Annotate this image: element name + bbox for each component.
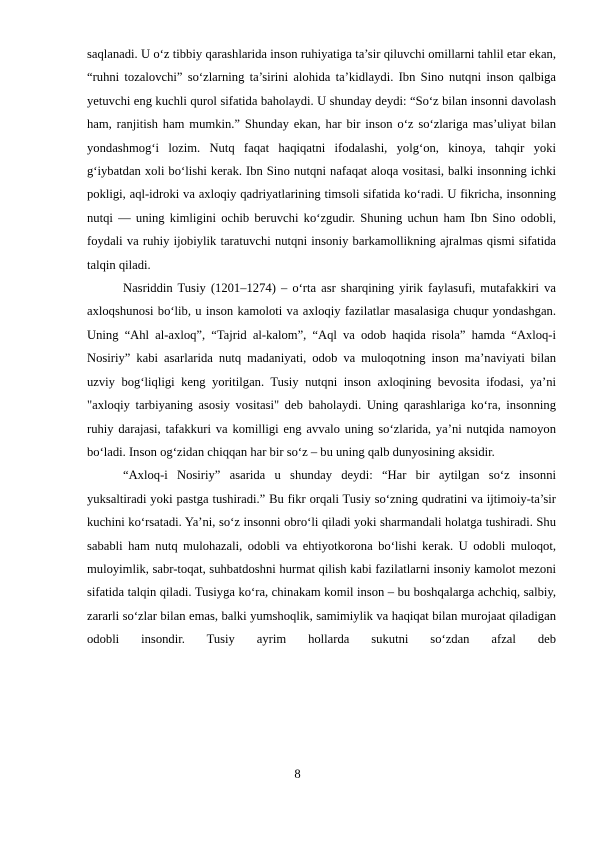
document-page xyxy=(87,43,556,652)
paragraph-axloq-i-nosiriy: “Axloq-i Nosiriy” asarida u shunday deydi: “Har bir aytilgan so‘z insonni yuksaltiradi yoki pastga tushiradi.” Bu fikr orqali Tusiy so‘zning qudratini va ijtimoiy-ta’sir kuchini ko‘rsatadi. Ya’ni, so‘z insonni obro‘li qiladi yoki sharmandali holatga tushiradi. Shu sababli ham nutq mulohazali, odobli va ehtiyotkorona bo‘lishi kerak. U odobli muloqot, muloyimlik, sabr-toqat, suhbatdoshni hurmat qilish kabi fazilatlarni insoniy kamolot mezoni sifatida talqin qiladi. Tusiyga ko‘ra, chinakam komil inson – bu boshqalarga achchiq, salbiy, zararli so‘zlar bilan emas, balki yumshoqlik, samimiylik va haqiqat bilan murojaat qiladigan odobli insondir. Tusiy ayrim hollarda sukutni so‘zdan afzal deb xyxy=(87,468,556,647)
paragraph-tusiy-intro: Nasriddin Tusiy (1201–1274) – o‘rta asr sharqining yirik faylasufi, mutafakkiri va axloqshunosi bo‘lib, u inson kamoloti va axloqiy fazilatlar masalasiga chuqur yondashgan. Uning “Ahl al-axloq”, “Tajrid al-kalom”, “Aql va odob haqida risola” hamda “Axloq-i Nosiriy” kabi asarlarida nutq madaniyati, odob va muloqotning inson ma’naviyati bilan uzviy bog‘liqligi keng yoritilgan. Tusiy nutqni inson axloqining bevosita ifodasi, ya’ni "axloqiy tarbiyaning asosiy vositasi" deb baholaydi. Uning qarashlariga ko‘ra, insonning ruhiy darajasi, tafakkuri va komilligi eng avvalo uning so‘zlarida, ya’ni nutqida namoyon bo‘ladi. Inson og‘zidan chiqqan har bir so‘z – bu uning qalb dunyosining aksidir. xyxy=(87,281,556,459)
paragraph-ibn-sino: saqlanadi. U o‘z tibbiy qarashlarida inson ruhiyatiga ta’sir qiluvchi omillarni tahlil etar ekan, “ruhni tozalovchi” so‘zlarning ta’sirini alohida ta’kidlaydi. Ibn Sino nutqni inson qalbiga yetuvchi eng kuchli qurol sifatida baholaydi. U shunday deydi: “So‘z bilan insonni davolash ham, ranjitish ham mumkin.” Shunday ekan, har bir inson o‘z so‘zlariga mas’uliyat bilan yondashmog‘i lozim. Nutq faqat haqiqatni ifodalashi, yolg‘on, kinoya, tahqir yoki g‘iybatdan xoli bo‘lishi kerak. Ibn Sino nutqni nafaqat aloqa vositasi, balki insonning ichki pokligi, aql-idroki va axloqiy qadriyatlarining timsoli sifatida ko‘radi. U fikricha, insonning nutqi — uning kimligini ochib beruvchi ko‘zgudir. Shuning uchun ham Ibn Sino odobli, foydali va ruhiy ijobiylik taratuvchi nutqni insoniy barkamollikning ajralmas qismi sifatida talqin qiladi. xyxy=(87,47,556,272)
page-number: 8 xyxy=(294,767,301,781)
